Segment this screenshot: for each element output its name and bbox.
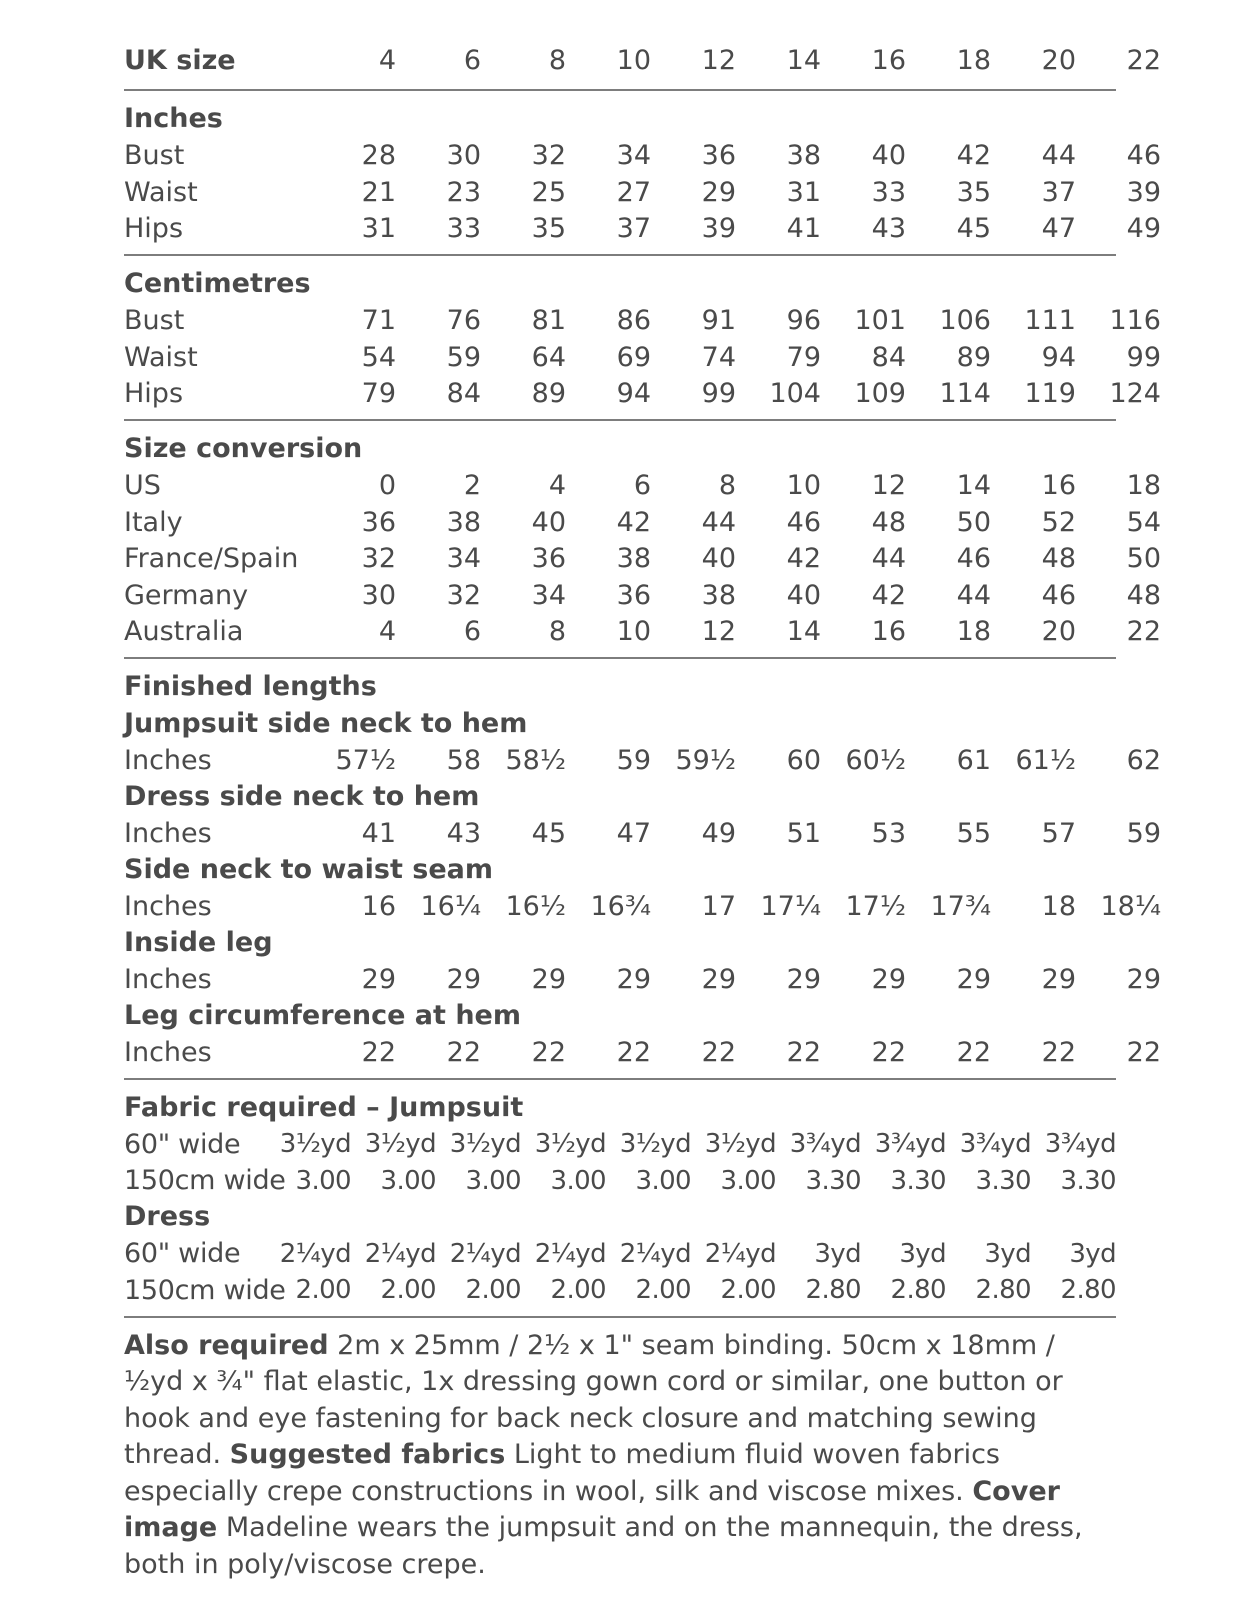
- value-cell: 3.30: [1060, 1165, 1116, 1196]
- value-cell: 2.00: [635, 1275, 691, 1306]
- value-cell: 2.80: [805, 1275, 861, 1306]
- value-cell: 60: [786, 744, 821, 776]
- value-cell: 33: [446, 213, 481, 245]
- value-cell: 3½yd: [449, 1129, 521, 1160]
- value-cell: 58½: [505, 744, 566, 776]
- value-cell: 44: [1041, 140, 1076, 172]
- table-row: [124, 541, 1161, 578]
- value-cell: 34: [446, 543, 481, 575]
- value-cell: 51: [786, 817, 821, 849]
- value-cell: 43: [871, 213, 906, 245]
- value-cell: 53: [871, 817, 906, 849]
- fabric-dress-title: Dress: [124, 1201, 211, 1232]
- row-label: France/Spain: [124, 543, 299, 575]
- value-cell: 37: [616, 213, 651, 245]
- value-cell: 8: [718, 470, 736, 502]
- value-cell: 2.80: [1060, 1275, 1116, 1306]
- value-cell: 2.80: [975, 1275, 1031, 1306]
- value-cell: 40: [871, 140, 906, 172]
- suggested-fabrics-label: Suggested fabrics: [229, 1439, 506, 1470]
- value-cell: 46: [956, 543, 991, 575]
- value-cell: 59: [616, 744, 651, 776]
- value-cell: 6: [463, 616, 481, 648]
- table-row: [124, 577, 1161, 614]
- table-row: [124, 174, 1161, 211]
- value-cell: 43: [446, 817, 481, 849]
- value-cell: 4: [548, 470, 566, 502]
- inches-rows: [124, 138, 1161, 248]
- value-cell: 22: [616, 1036, 651, 1068]
- value-cell: 3.00: [550, 1165, 606, 1196]
- value-cell: 58: [446, 744, 481, 776]
- value-cell: 25: [531, 176, 566, 208]
- value-cell: 84: [446, 378, 481, 410]
- value-cell: 52: [1041, 506, 1076, 538]
- size-cell: 22: [1126, 44, 1161, 76]
- value-cell: 38: [446, 506, 481, 538]
- value-cell: 48: [871, 506, 906, 538]
- lengths-groups: [124, 706, 1161, 1071]
- value-cell: 12: [701, 616, 736, 648]
- value-cell: 99: [1126, 341, 1161, 373]
- table-row: [124, 614, 1161, 651]
- uk-size-label: UK size: [124, 44, 236, 76]
- value-cell: 89: [531, 378, 566, 410]
- value-cell: 42: [616, 506, 651, 538]
- value-cell: 3½yd: [619, 1129, 691, 1160]
- inches-section-title: Inches: [124, 103, 223, 134]
- conversion-rows: [124, 468, 1161, 651]
- value-cell: 37: [1041, 176, 1076, 208]
- value-cell: 3.00: [720, 1165, 776, 1196]
- table-row: [124, 468, 1161, 505]
- length-group-title: Leg circumference at hem: [124, 999, 521, 1031]
- value-cell: 40: [786, 579, 821, 611]
- row-label: 150cm wide: [124, 1165, 286, 1197]
- table-row: [124, 138, 1161, 175]
- row-label: Inches: [124, 817, 212, 849]
- value-cell: 27: [616, 176, 651, 208]
- value-cell: 3.00: [380, 1165, 436, 1196]
- size-cell: 12: [701, 44, 736, 76]
- table-row: [124, 1272, 1116, 1309]
- size-chart: [124, 38, 1161, 1583]
- value-cell: 18: [1041, 890, 1076, 922]
- value-cell: 22: [446, 1036, 481, 1068]
- value-cell: 29: [1041, 963, 1076, 995]
- value-cell: 109: [854, 378, 906, 410]
- value-cell: 79: [361, 378, 396, 410]
- value-cell: 21: [361, 176, 396, 208]
- value-cell: 28: [361, 140, 396, 172]
- value-cell: 10: [616, 616, 651, 648]
- value-cell: 55: [956, 817, 991, 849]
- value-cell: 32: [361, 543, 396, 575]
- value-cell: 44: [701, 506, 736, 538]
- value-cell: 29: [701, 963, 736, 995]
- value-cell: 29: [786, 963, 821, 995]
- value-cell: 96: [786, 305, 821, 337]
- value-cell: 36: [701, 140, 736, 172]
- row-label: Hips: [124, 213, 184, 245]
- row-label: 60" wide: [124, 1238, 241, 1270]
- value-cell: 32: [531, 140, 566, 172]
- also-required-text: 2m x 25mm / 2½ x 1" seam binding. 50cm x 18mm / ½yd x ¾" flat elastic, 1x dressing gown cord or similar, one button or hook and eye fastening for back neck closure and matching sewing thread.: [124, 1329, 1063, 1470]
- value-cell: 31: [361, 213, 396, 245]
- table-row: [124, 1163, 1116, 1200]
- row-label: Inches: [124, 744, 212, 776]
- row-label: Hips: [124, 378, 184, 410]
- table-row: [124, 339, 1161, 376]
- value-cell: 8: [548, 616, 566, 648]
- value-cell: 22: [1041, 1036, 1076, 1068]
- value-cell: 59: [446, 341, 481, 373]
- value-cell: 14: [786, 616, 821, 648]
- value-cell: 81: [531, 305, 566, 337]
- conversion-section-title: Size conversion: [124, 433, 363, 464]
- fabric-jumpsuit-rows: [124, 1126, 1116, 1199]
- divider: [124, 254, 1116, 256]
- value-cell: 10: [786, 470, 821, 502]
- value-cell: 16½: [505, 890, 566, 922]
- table-row: [124, 742, 1161, 779]
- value-cell: 119: [1024, 378, 1076, 410]
- value-cell: 0: [378, 470, 396, 502]
- value-cell: 33: [871, 176, 906, 208]
- value-cell: 18: [1126, 470, 1161, 502]
- value-cell: 29: [531, 963, 566, 995]
- value-cell: 3½yd: [704, 1129, 776, 1160]
- value-cell: 16¼: [420, 890, 481, 922]
- value-cell: 57½: [335, 744, 396, 776]
- size-cell: 16: [871, 44, 906, 76]
- value-cell: 3.00: [465, 1165, 521, 1196]
- value-cell: 36: [361, 506, 396, 538]
- row-label: Inches: [124, 963, 212, 995]
- value-cell: 3.30: [890, 1165, 946, 1196]
- row-label: US: [124, 470, 161, 502]
- value-cell: 3½yd: [279, 1129, 351, 1160]
- value-cell: 38: [701, 579, 736, 611]
- size-cell: 20: [1041, 44, 1076, 76]
- notes-paragraph: [124, 1328, 1116, 1584]
- value-cell: 2¼yd: [279, 1238, 351, 1269]
- row-label: Waist: [124, 341, 198, 373]
- value-cell: 50: [956, 506, 991, 538]
- row-label: Italy: [124, 506, 183, 538]
- suggested-fabrics-text: Light to medium fluid woven fabrics especially crepe constructions in wool, silk and viscose mixes.: [124, 1439, 1000, 1507]
- size-cell: 6: [463, 44, 481, 76]
- divider: [124, 89, 1116, 91]
- value-cell: 74: [701, 341, 736, 373]
- value-cell: 22: [871, 1036, 906, 1068]
- length-group-title: Inside leg: [124, 926, 273, 958]
- value-cell: 38: [616, 543, 651, 575]
- value-cell: 3½yd: [534, 1129, 606, 1160]
- value-cell: 31: [786, 176, 821, 208]
- row-label: 60" wide: [124, 1128, 241, 1160]
- size-cell: 8: [548, 44, 566, 76]
- value-cell: 61: [956, 744, 991, 776]
- value-cell: 46: [1041, 579, 1076, 611]
- value-cell: 40: [701, 543, 736, 575]
- value-cell: 69: [616, 341, 651, 373]
- table-row: [124, 888, 1161, 925]
- value-cell: 124: [1109, 378, 1161, 410]
- value-cell: 29: [1126, 963, 1161, 995]
- value-cell: 2¼yd: [449, 1238, 521, 1269]
- value-cell: 17: [701, 890, 736, 922]
- value-cell: 101: [854, 305, 906, 337]
- value-cell: 22: [531, 1036, 566, 1068]
- value-cell: 36: [616, 579, 651, 611]
- value-cell: 79: [786, 341, 821, 373]
- value-cell: 2.00: [550, 1275, 606, 1306]
- value-cell: 17¾: [930, 890, 991, 922]
- value-cell: 106: [939, 305, 991, 337]
- value-cell: 3½yd: [364, 1129, 436, 1160]
- value-cell: 29: [446, 963, 481, 995]
- fabric-dress-rows: [124, 1236, 1116, 1309]
- value-cell: 41: [361, 817, 396, 849]
- cover-image-text: Madeline wears the jumpsuit and on the mannequin, the dress, both in poly/viscose crepe.: [124, 1512, 1083, 1580]
- value-cell: 62: [1126, 744, 1161, 776]
- value-cell: 40: [531, 506, 566, 538]
- value-cell: 47: [616, 817, 651, 849]
- value-cell: 17½: [845, 890, 906, 922]
- value-cell: 86: [616, 305, 651, 337]
- value-cell: 116: [1109, 305, 1161, 337]
- value-cell: 16: [1041, 470, 1076, 502]
- value-cell: 3¾yd: [874, 1129, 946, 1160]
- table-row: [124, 1236, 1116, 1273]
- value-cell: 49: [701, 817, 736, 849]
- value-cell: 42: [871, 579, 906, 611]
- value-cell: 2.00: [720, 1275, 776, 1306]
- value-cell: 59½: [675, 744, 736, 776]
- value-cell: 111: [1024, 305, 1076, 337]
- value-cell: 61½: [1015, 744, 1076, 776]
- value-cell: 39: [1126, 176, 1161, 208]
- length-group-title: Jumpsuit side neck to hem: [124, 707, 528, 739]
- value-cell: 3.30: [805, 1165, 861, 1196]
- divider: [124, 657, 1116, 659]
- value-cell: 17¼: [760, 890, 821, 922]
- value-cell: 35: [531, 213, 566, 245]
- value-cell: 59: [1126, 817, 1161, 849]
- value-cell: 46: [1126, 140, 1161, 172]
- value-cell: 3¾yd: [789, 1129, 861, 1160]
- value-cell: 42: [786, 543, 821, 575]
- value-cell: 3yd: [814, 1238, 861, 1269]
- lengths-section-title: Finished lengths: [124, 671, 377, 702]
- value-cell: 114: [939, 378, 991, 410]
- value-cell: 64: [531, 341, 566, 373]
- value-cell: 45: [531, 817, 566, 849]
- value-cell: 29: [701, 176, 736, 208]
- value-cell: 39: [701, 213, 736, 245]
- size-cell: 4: [378, 44, 396, 76]
- table-row: [124, 1034, 1161, 1071]
- value-cell: 45: [956, 213, 991, 245]
- value-cell: 3.30: [975, 1165, 1031, 1196]
- value-cell: 3.00: [295, 1165, 351, 1196]
- also-required-label: Also required: [124, 1329, 329, 1361]
- value-cell: 48: [1041, 543, 1076, 575]
- value-cell: 41: [786, 213, 821, 245]
- value-cell: 54: [361, 341, 396, 373]
- value-cell: 38: [786, 140, 821, 172]
- value-cell: 76: [446, 305, 481, 337]
- table-row: [124, 303, 1161, 340]
- value-cell: 89: [956, 341, 991, 373]
- value-cell: 84: [871, 341, 906, 373]
- value-cell: 22: [701, 1036, 736, 1068]
- size-cell: 10: [616, 44, 651, 76]
- value-cell: 4: [378, 616, 396, 648]
- value-cell: 22: [786, 1036, 821, 1068]
- value-cell: 47: [1041, 213, 1076, 245]
- divider: [124, 1078, 1116, 1080]
- value-cell: 34: [531, 579, 566, 611]
- value-cell: 3yd: [1069, 1238, 1116, 1269]
- value-cell: 20: [1041, 616, 1076, 648]
- value-cell: 6: [633, 470, 651, 502]
- value-cell: 2.80: [890, 1275, 946, 1306]
- value-cell: 30: [446, 140, 481, 172]
- value-cell: 22: [956, 1036, 991, 1068]
- value-cell: 22: [1126, 616, 1161, 648]
- value-cell: 3¾yd: [1044, 1129, 1116, 1160]
- value-cell: 3¾yd: [959, 1129, 1031, 1160]
- value-cell: 2.00: [380, 1275, 436, 1306]
- value-cell: 71: [361, 305, 396, 337]
- value-cell: 3.00: [635, 1165, 691, 1196]
- value-cell: 2¼yd: [364, 1238, 436, 1269]
- value-cell: 2¼yd: [534, 1238, 606, 1269]
- divider: [124, 1316, 1116, 1318]
- length-group-title: Dress side neck to hem: [124, 780, 480, 812]
- value-cell: 57: [1041, 817, 1076, 849]
- table-row: [124, 211, 1161, 248]
- size-cell: 14: [786, 44, 821, 76]
- length-group-title: Side neck to waist seam: [124, 853, 494, 885]
- cover-image-label: Cover image: [124, 1475, 1060, 1543]
- value-cell: 36: [531, 543, 566, 575]
- value-cell: 54: [1126, 506, 1161, 538]
- value-cell: 22: [361, 1036, 396, 1068]
- value-cell: 94: [616, 378, 651, 410]
- value-cell: 2.00: [295, 1275, 351, 1306]
- value-cell: 50: [1126, 543, 1161, 575]
- uk-size-header-row: [124, 38, 1161, 82]
- table-row: [124, 961, 1161, 998]
- value-cell: 48: [1126, 579, 1161, 611]
- row-label: Inches: [124, 890, 212, 922]
- centimetres-rows: [124, 303, 1161, 413]
- divider: [124, 419, 1116, 421]
- row-label: Bust: [124, 140, 185, 172]
- value-cell: 35: [956, 176, 991, 208]
- value-cell: 14: [956, 470, 991, 502]
- value-cell: 18¼: [1100, 890, 1161, 922]
- value-cell: 2¼yd: [619, 1238, 691, 1269]
- value-cell: 29: [871, 963, 906, 995]
- fabric-jumpsuit-title: Fabric required – Jumpsuit: [124, 1091, 524, 1123]
- value-cell: 2¼yd: [704, 1238, 776, 1269]
- value-cell: 22: [1126, 1036, 1161, 1068]
- value-cell: 16: [871, 616, 906, 648]
- value-cell: 16: [361, 890, 396, 922]
- table-row: [124, 815, 1161, 852]
- value-cell: 99: [701, 378, 736, 410]
- value-cell: 49: [1126, 213, 1161, 245]
- value-cell: 23: [446, 176, 481, 208]
- value-cell: 16¾: [590, 890, 651, 922]
- value-cell: 46: [786, 506, 821, 538]
- value-cell: 29: [956, 963, 991, 995]
- value-cell: 29: [361, 963, 396, 995]
- row-label: Inches: [124, 1036, 212, 1068]
- table-row: [124, 504, 1161, 541]
- table-row: [124, 1126, 1116, 1163]
- value-cell: 30: [361, 579, 396, 611]
- value-cell: 2: [463, 470, 481, 502]
- row-label: 150cm wide: [124, 1274, 286, 1306]
- value-cell: 3yd: [984, 1238, 1031, 1269]
- table-row: [124, 376, 1161, 413]
- value-cell: 94: [1041, 341, 1076, 373]
- centimetres-section-title: Centimetres: [124, 268, 311, 299]
- row-label: Germany: [124, 579, 249, 611]
- value-cell: 60½: [845, 744, 906, 776]
- value-cell: 12: [871, 470, 906, 502]
- row-label: Bust: [124, 305, 185, 337]
- value-cell: 44: [871, 543, 906, 575]
- value-cell: 104: [769, 378, 821, 410]
- value-cell: 42: [956, 140, 991, 172]
- value-cell: 18: [956, 616, 991, 648]
- value-cell: 44: [956, 579, 991, 611]
- value-cell: 34: [616, 140, 651, 172]
- value-cell: 32: [446, 579, 481, 611]
- row-label: Waist: [124, 176, 198, 208]
- row-label: Australia: [124, 616, 244, 648]
- value-cell: 2.00: [465, 1275, 521, 1306]
- value-cell: 91: [701, 305, 736, 337]
- value-cell: 29: [616, 963, 651, 995]
- value-cell: 3yd: [899, 1238, 946, 1269]
- size-cell: 18: [956, 44, 991, 76]
